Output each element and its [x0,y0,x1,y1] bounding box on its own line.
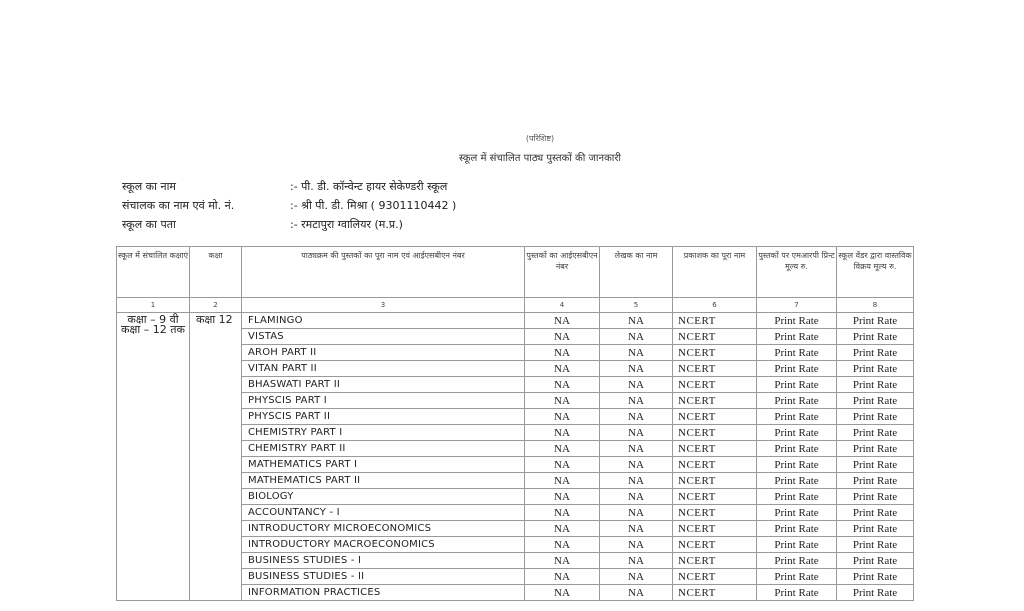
mrp-cell: Print Rate [757,537,837,553]
author-cell: NA [600,521,673,537]
publisher-cell: NCERT [673,313,757,329]
isbn-cell: NA [525,457,600,473]
address-row [122,215,456,234]
author-cell: NA [600,409,673,425]
author-cell: NA [600,457,673,473]
address-label: स्कूल का पता [122,218,176,231]
book-name-cell: MATHEMATICS PART II [242,473,525,489]
header-book-name: पाठ्यक्रम की पुस्तकों का पूरा नाम एवं आईएसबीएन नंबर [242,247,525,298]
mrp-cell: Print Rate [757,393,837,409]
author-cell: NA [600,473,673,489]
header-author: लेखक का नाम [600,247,673,298]
column-number: 7 [757,298,837,313]
publisher-cell: NCERT [673,489,757,505]
sale-price-cell: Print Rate [837,313,914,329]
publisher-cell: NCERT [673,569,757,585]
director-row [122,196,456,215]
header-mrp: पुस्तकों पर एमआरपी प्रिन्ट मूल्य रु. [757,247,837,298]
book-name-cell: ACCOUNTANCY - I [242,505,525,521]
sale-price-cell: Print Rate [837,441,914,457]
author-cell: NA [600,377,673,393]
header-isbn: पुस्तकों का आईएसबीएन नंबर [525,247,600,298]
isbn-cell: NA [525,361,600,377]
book-name-cell: BUSINESS STUDIES - I [242,553,525,569]
publisher-cell: NCERT [673,505,757,521]
author-cell: NA [600,441,673,457]
book-name-cell: PHYSCIS PART II [242,409,525,425]
author-cell: NA [600,537,673,553]
sale-price-cell: Print Rate [837,377,914,393]
book-name-cell: INFORMATION PRACTICES [242,585,525,601]
mrp-cell: Print Rate [757,457,837,473]
isbn-cell: NA [525,521,600,537]
sale-price-cell: Print Rate [837,409,914,425]
column-number: 2 [190,298,242,313]
isbn-cell: NA [525,553,600,569]
publisher-cell: NCERT [673,409,757,425]
column-number: 3 [242,298,525,313]
sale-price-cell: Print Rate [837,505,914,521]
school-info [122,177,456,234]
isbn-cell: NA [525,313,600,329]
column-number: 8 [837,298,914,313]
book-name-cell: BIOLOGY [242,489,525,505]
author-cell: NA [600,505,673,521]
isbn-cell: NA [525,585,600,601]
publisher-cell: NCERT [673,537,757,553]
publisher-cell: NCERT [673,377,757,393]
author-cell: NA [600,489,673,505]
author-cell: NA [600,313,673,329]
book-name-cell: CHEMISTRY PART I [242,425,525,441]
header-publisher: प्रकाशक का पूरा नाम [673,247,757,298]
publisher-cell: NCERT [673,473,757,489]
table-header-row [117,247,914,298]
book-name-cell: BUSINESS STUDIES - II [242,569,525,585]
book-name-cell: BHASWATI PART II [242,377,525,393]
column-number: 6 [673,298,757,313]
director-value: :- श्री पी. डी. मिश्रा ( 9301110442 ) [290,199,457,212]
publisher-cell: NCERT [673,441,757,457]
isbn-cell: NA [525,505,600,521]
book-name-cell: VITAN PART II [242,361,525,377]
isbn-cell: NA [525,393,600,409]
mrp-cell: Print Rate [757,441,837,457]
sale-price-cell: Print Rate [837,329,914,345]
mrp-cell: Print Rate [757,553,837,569]
author-cell: NA [600,393,673,409]
isbn-cell: NA [525,345,600,361]
author-cell: NA [600,569,673,585]
sale-price-cell: Print Rate [837,473,914,489]
isbn-cell: NA [525,441,600,457]
mrp-cell: Print Rate [757,521,837,537]
books-table [116,246,914,601]
table-row [117,313,914,329]
isbn-cell: NA [525,377,600,393]
mrp-cell: Print Rate [757,425,837,441]
sale-price-cell: Print Rate [837,393,914,409]
sale-price-cell: Print Rate [837,569,914,585]
book-name-cell: INTRODUCTORY MACROECONOMICS [242,537,525,553]
publisher-cell: NCERT [673,521,757,537]
isbn-cell: NA [525,329,600,345]
publisher-cell: NCERT [673,329,757,345]
column-number: 5 [600,298,673,313]
sale-price-cell: Print Rate [837,585,914,601]
director-label: संचालक का नाम एवं मो. नं. [122,199,235,212]
book-name-cell: AROH PART II [242,345,525,361]
publisher-cell: NCERT [673,553,757,569]
sale-price-cell: Print Rate [837,489,914,505]
class-cell: कक्षा 12 [190,313,242,601]
publisher-cell: NCERT [673,345,757,361]
isbn-cell: NA [525,425,600,441]
book-name-cell: VISTAS [242,329,525,345]
mrp-cell: Print Rate [757,505,837,521]
author-cell: NA [600,345,673,361]
header-sale-price: स्कूल वेंडर द्वारा वास्तविक विक्रय मूल्य रु. [837,247,914,298]
author-cell: NA [600,361,673,377]
school-name-label: स्कूल का नाम [122,180,177,193]
mrp-cell: Print Rate [757,361,837,377]
mrp-cell: Print Rate [757,409,837,425]
publisher-cell: NCERT [673,425,757,441]
header-class: कक्षा [190,247,242,298]
column-number: 4 [525,298,600,313]
sale-price-cell: Print Rate [837,425,914,441]
isbn-cell: NA [525,569,600,585]
author-cell: NA [600,425,673,441]
sale-price-cell: Print Rate [837,345,914,361]
isbn-cell: NA [525,489,600,505]
mrp-cell: Print Rate [757,313,837,329]
author-cell: NA [600,585,673,601]
mrp-cell: Print Rate [757,329,837,345]
school-name-value: :- पी. डी. कॉन्वेन्ट हायर सेकेण्डरी स्कूल [290,180,448,193]
publisher-cell: NCERT [673,393,757,409]
book-name-cell: INTRODUCTORY MICROECONOMICS [242,521,525,537]
book-name-cell: MATHEMATICS PART I [242,457,525,473]
author-cell: NA [600,553,673,569]
book-name-cell: FLAMINGO [242,313,525,329]
isbn-cell: NA [525,409,600,425]
classes-run-cell: कक्षा – 9 वी कक्षा – 12 तक [117,313,190,601]
mrp-cell: Print Rate [757,473,837,489]
publisher-cell: NCERT [673,457,757,473]
school-name-row [122,177,456,196]
header-classes-run: स्कूल में संचालित कक्षाएं [117,247,190,298]
mrp-cell: Print Rate [757,377,837,393]
document-heading: स्कूल में संचालित पाठ्य पुस्तकों की जानकारी [458,153,622,164]
sale-price-cell: Print Rate [837,457,914,473]
mrp-cell: Print Rate [757,569,837,585]
mrp-cell: Print Rate [757,585,837,601]
book-name-cell: CHEMISTRY PART II [242,441,525,457]
author-cell: NA [600,329,673,345]
mrp-cell: Print Rate [757,345,837,361]
sale-price-cell: Print Rate [837,521,914,537]
publisher-cell: NCERT [673,585,757,601]
isbn-cell: NA [525,473,600,489]
table-body [117,298,914,601]
book-name-cell: PHYSCIS PART I [242,393,525,409]
publisher-cell: NCERT [673,361,757,377]
mrp-cell: Print Rate [757,489,837,505]
column-number: 1 [117,298,190,313]
annex-label: (परिशिष्ट) [525,134,555,143]
address-value: :- रमटापुरा ग्वालियर (म.प्र.) [290,218,403,231]
column-number-row [117,298,914,313]
sale-price-cell: Print Rate [837,361,914,377]
isbn-cell: NA [525,537,600,553]
sale-price-cell: Print Rate [837,553,914,569]
sale-price-cell: Print Rate [837,537,914,553]
